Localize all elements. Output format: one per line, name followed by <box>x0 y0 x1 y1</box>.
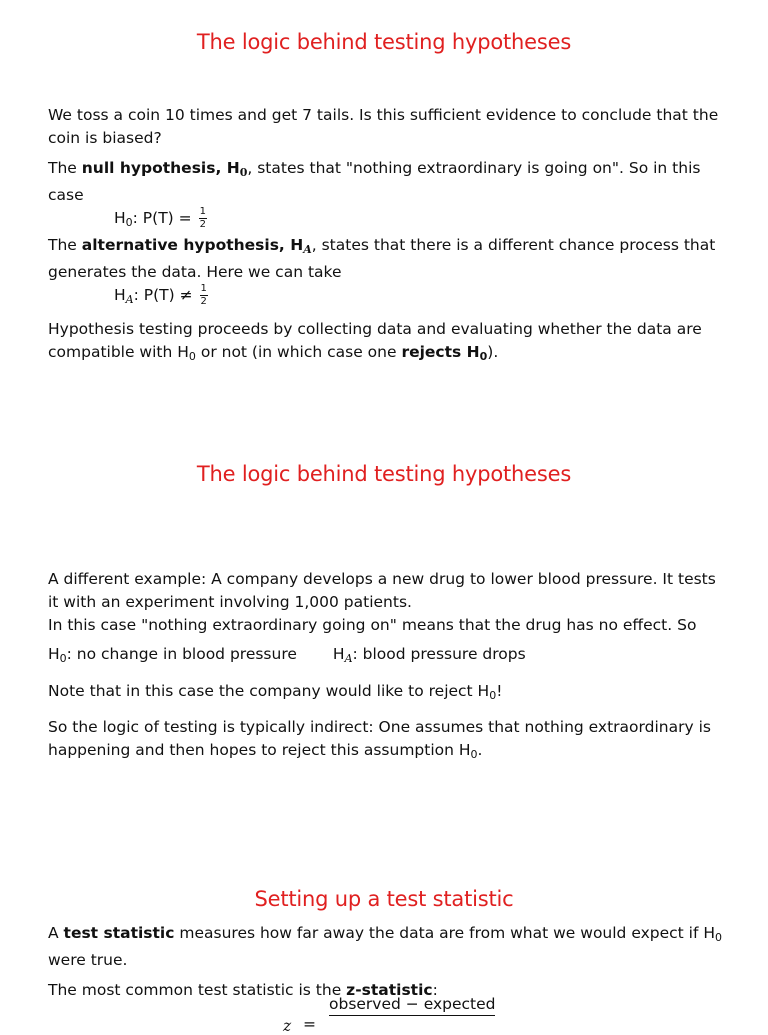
paragraph: The null hypothesis, H0, states that "nothing extraordinary is going on". So in this case <box>48 159 701 204</box>
paragraph: So the logic of testing is typically indirect: One assumes that nothing extraordinary is happening and then hopes to reject this assumption $H_0$. <box>48 718 711 761</box>
paragraph: In this case "nothing extraordinary going on" means that the drug has no effect. So <box>48 616 697 634</box>
slide-title: Setting up a test statistic <box>254 887 514 911</box>
paragraph: Hypothesis testing proceeds by collecting data and evaluating whether the data are compatible with $H_0$ or not (in which case one rejects $H_0$). <box>48 320 702 363</box>
paragraph: A different example: A company develops a new drug to lower blood pressure. It tests it with an experiment involving 1,000 patients. <box>48 570 716 611</box>
slide-title: The logic behind testing hypotheses <box>196 462 572 486</box>
slide-body <box>48 568 728 766</box>
paragraph: The alternative hypothesis, HA, states that there is a different chance process that generates the data. Here we can take <box>48 236 716 281</box>
slide-title: The logic behind testing hypotheses <box>196 30 572 54</box>
term-alternative-hypothesis: alternative hypothesis, HA <box>81 236 312 256</box>
fraction-one-half: $\frac{1}{2}$ <box>200 283 207 307</box>
z-variable: z <box>283 1017 292 1035</box>
equals-sign: = <box>303 1015 316 1033</box>
alternative-hypothesis-formula: HA: P(T) ≠ $\frac{1}{2}$ <box>114 283 207 307</box>
term-rejects: rejects $H_0$ <box>401 343 488 363</box>
formula-numerator: observed − expected <box>329 995 495 1016</box>
null-hypothesis-formula: $H_0$: P(T) = $\frac{1}{2}$ <box>114 206 206 230</box>
slide-body <box>48 922 728 1002</box>
term-z-statistic: z-statistic <box>346 981 433 999</box>
term-null-hypothesis: null hypothesis, H0 <box>81 159 248 179</box>
hypotheses-line: $H_0$: no change in blood pressure HA: blood pressure drops <box>48 645 526 665</box>
paragraph: We toss a coin 10 times and get 7 tails. Is this sufficient evidence to conclude that the coin is biased? <box>48 106 719 147</box>
fraction-one-half: $\frac{1}{2}$ <box>199 206 206 230</box>
slide-body <box>48 104 728 368</box>
paragraph: Note that in this case the company would like to reject $H_0$! <box>48 682 503 702</box>
paragraph: A test statistic measures how far away the data are from what we would expect if $H_0$ were true. <box>48 924 723 969</box>
paragraph: The most common test statistic is the z-statistic: <box>48 981 438 999</box>
term-test-statistic: test statistic <box>63 924 175 942</box>
